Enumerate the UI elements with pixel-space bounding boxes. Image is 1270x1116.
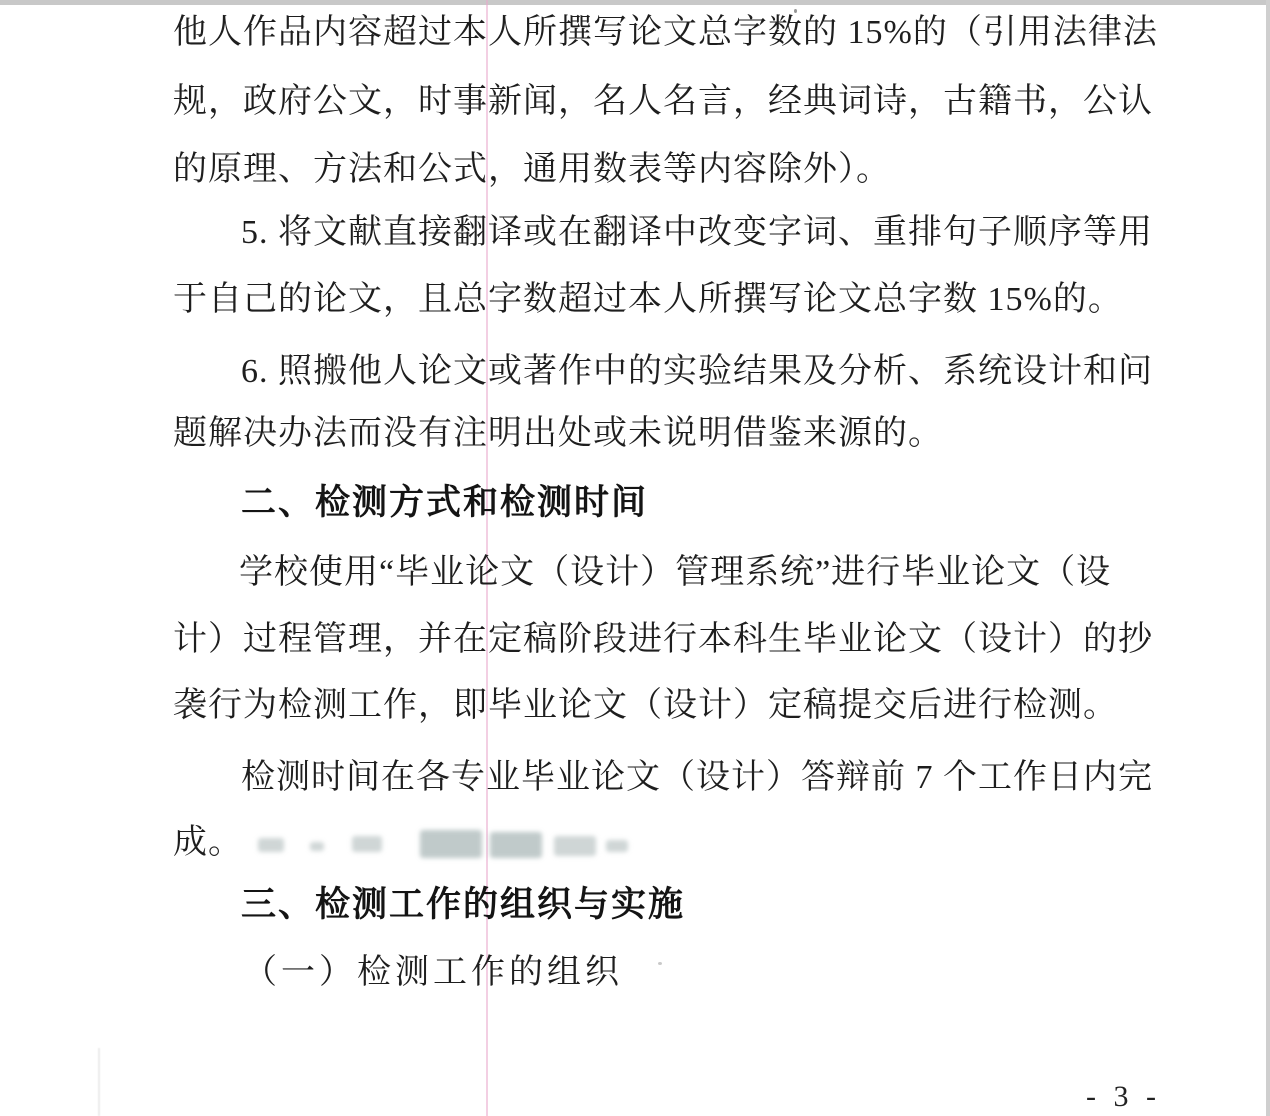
- text-line: 袭行为检测工作，即毕业论文（设计）定稿提交后进行检测。: [173, 687, 1118, 724]
- page-number: - 3 -: [1086, 1080, 1161, 1113]
- text-line: 的原理、方法和公式，通用数表等内容除外）。: [173, 151, 891, 188]
- subsection-heading: （一）检测工作的组织: [243, 954, 623, 991]
- text-line: 检测时间在各专业毕业论文（设计）答辩前 7 个工作日内完: [241, 759, 1153, 796]
- bleed-through-marks: [258, 828, 638, 862]
- text-line: 他人作品内容超过本人所撰写论文总字数的 15%的（引用法律法: [173, 14, 1158, 51]
- text-line: 题解决办法而没有注明出处或未说明借鉴来源的。: [173, 415, 943, 452]
- section-heading-2: 二、检测方式和检测时间: [241, 483, 649, 522]
- section-heading-3: 三、检测工作的组织与实施: [241, 885, 686, 924]
- text-line: 计）过程管理，并在定稿阶段进行本科生毕业论文（设计）的抄: [173, 621, 1153, 658]
- text-line: 学校使用“毕业论文（设计）管理系统”进行毕业论文（设: [239, 554, 1112, 591]
- scan-speck: [658, 962, 662, 965]
- text-line: 成。: [173, 824, 243, 861]
- scan-edge-right: [1266, 0, 1270, 1116]
- text-line: 于自己的论文，且总字数超过本人所撰写论文总字数 15%的。: [173, 281, 1123, 318]
- scan-edge-top: [0, 0, 1270, 5]
- text-line: 规，政府公文，时事新闻，名人名言，经典词诗，古籍书，公认: [173, 83, 1153, 120]
- list-item-5: 5. 将文献直接翻译或在翻译中改变字词、重排句子顺序等用: [241, 214, 1153, 251]
- list-item-6: 6. 照搬他人论文或著作中的实验结果及分析、系统设计和问: [241, 353, 1153, 390]
- paper-fold-mark: [98, 1048, 100, 1116]
